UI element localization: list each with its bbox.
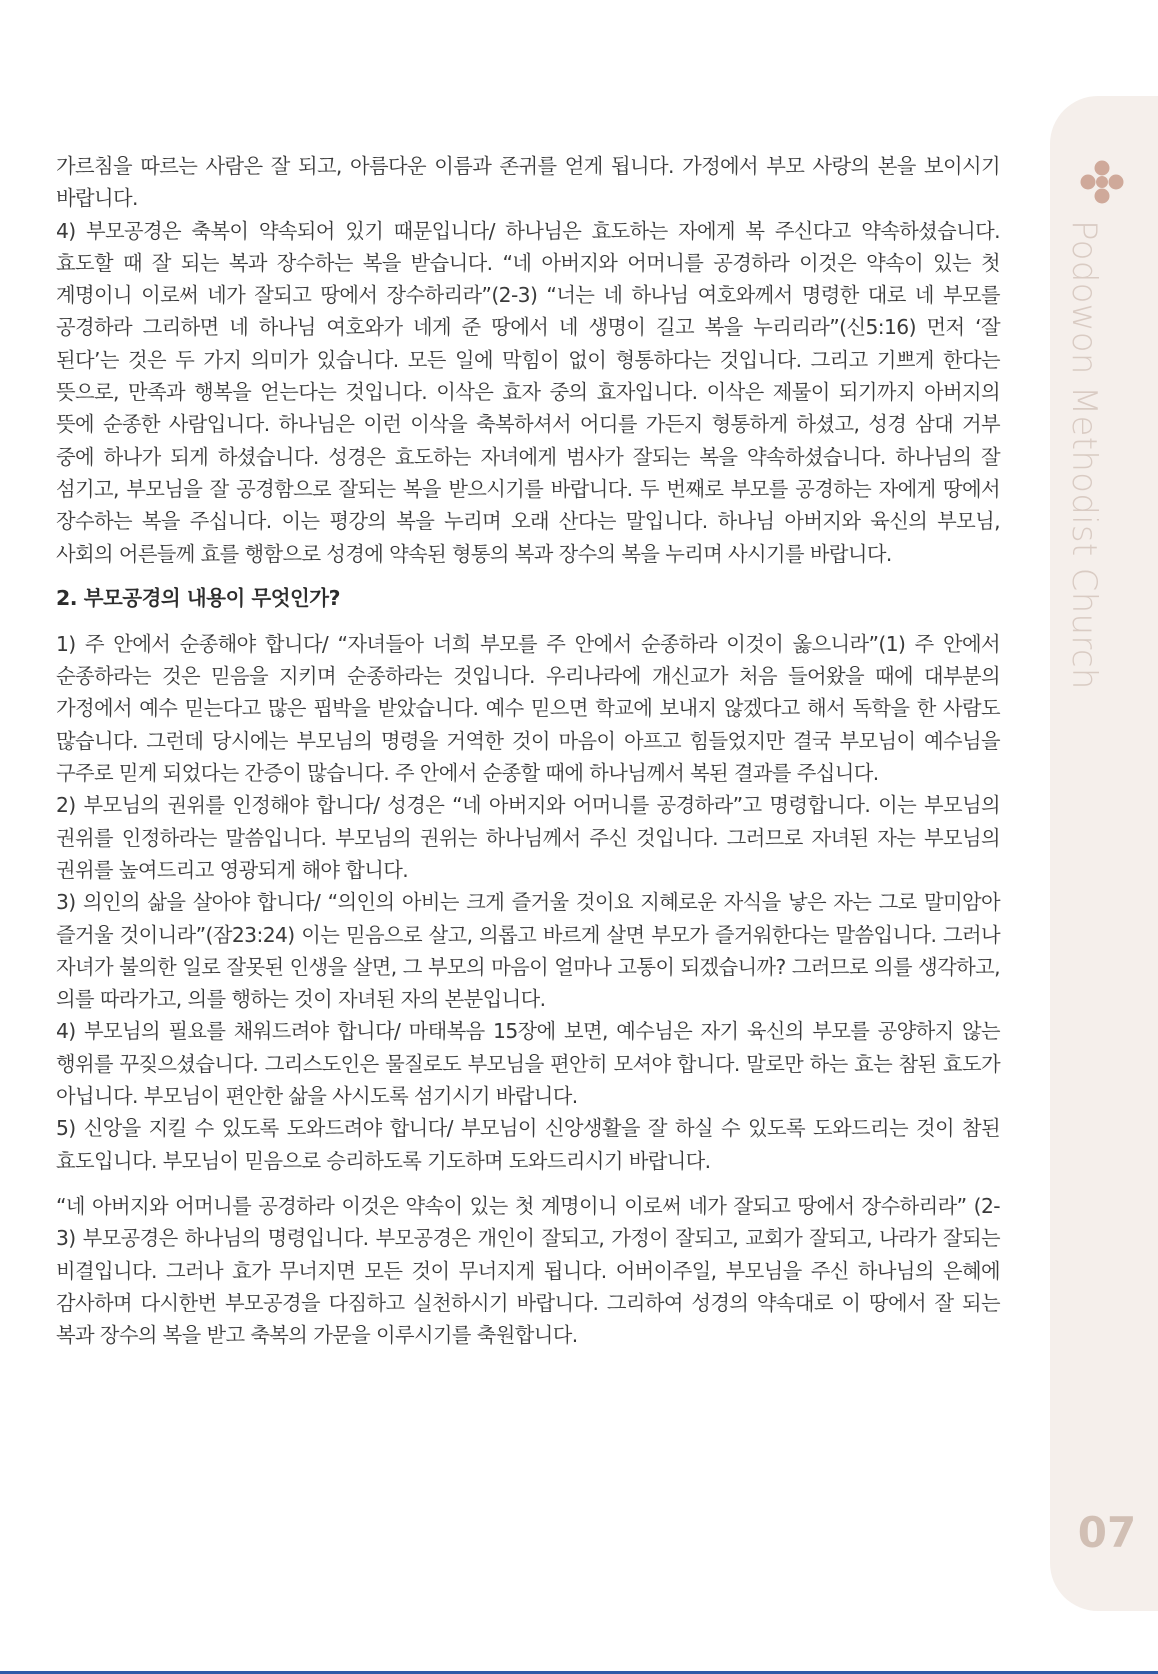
church-name: Podowon Methodist Church [1064,220,1104,690]
paragraph-content-5: 5) 신앙을 지킬 수 있도록 도와드려야 합니다/ 부모님이 신앙생활을 잘 하실 수 있도록 도와드리는 것이 참된 효도입니다. 부모님이 믿음으로 승리하도록 기도하며 도와드리시기 바랍니다. [56,1116,1000,1173]
article-body [56,150,1000,1351]
grape-cross-icon [1080,160,1124,204]
section-heading: 2. 부모공경의 내용이 무엇인가? [56,585,340,610]
paragraph-content-4: 4) 부모님의 필요를 채워드려야 합니다/ 마태복음 15장에 보면, 예수님은 자기 육신의 부모를 공양하지 않는 행위를 꾸짖으셨습니다. 그리스도인은 물질로도 부모님을 편안히 모셔야 합니다. 말로만 하는 효는 참된 효도가 아닙니다. 부모님이 편안한 삶을 사시도록 섬기시기 바랍니다. [56,1019,1000,1109]
paragraph-conclusion: “네 아버지와 어머니를 공경하라 이것은 약속이 있는 첫 계명이니 이로써 네가 잘되고 땅에서 장수하리라” (2-3) 부모공경은 하나님의 명령입니다. 부모공경은 개인이 잘되고, 가정이 잘되고, 교회가 잘되고, 나라가 잘되는 비결입니다. 그러나 효가 무너지면 모든 것이 무너지게 됩니다. 어버이주일, 부모님을 주신 하나님의 은혜에 감사하며 다시한번 부모공경을 다짐하고 실천하시기 바랍니다. 그리하여 성경의 약속대로 이 땅에서 잘 되는 복과 장수의 복을 받고 축복의 가문을 이루시기를 축원합니다. [56,1193,1000,1348]
page-number: 07 [1077,1508,1137,1557]
paragraph-content-3: 3) 의인의 삶을 살아야 합니다/ “의인의 아비는 크게 즐거울 것이요 지혜로운 자식을 낳은 자는 그로 말미암아 즐거울 것이니라”(잠23:24) 이는 믿음으로 살고, 의롭고 바르게 살면 부모가 즐거워한다는 말씀입니다. 그러나 자녀가 불의한 일로 잘못된 인생을 살면, 그 부모의 마음이 얼마나 고통이 되겠습니까? 그러므로 의를 생각하고, 의를 따라가고, 의를 행하는 것이 자녀된 자의 본분입니다. [56,890,1000,1012]
paragraph-point-4: 4) 부모공경은 축복이 약속되어 있기 때문입니다/ 하나님은 효도하는 자에게 복 주신다고 약속하셨습니다. 효도할 때 잘 되는 복과 장수하는 복을 받습니다. “네 아버지와 어머니를 공경하라 이것은 약속이 있는 첫 계명이니 이로써 네가 잘되고 땅에서 장수하리라”(2-3) “너는 네 하나님 여호와께서 명령한 대로 네 부모를 공경하라 그리하면 네 하나님 여호와가 네게 준 땅에서 네 생명이 길고 복을 누리리라”(신5:16) 먼저 ‘잘 된다’는 것은 두 가지 의미가 있습니다. 모든 일에 막힘이 없이 형통하다는 것입니다. 그리고 기쁘게 한다는 뜻으로, 만족과 행복을 얻는다는 것입니다. 이삭은 효자 중의 효자입니다. 이삭은 제물이 되기까지 아버지의 뜻에 순종한 사람입니다. 하나님은 이런 이삭을 축복하셔서 어디를 가든지 형통하게 하셨고, 성경 삼대 거부 중에 하나가 되게 하셨습니다. 성경은 효도하는 자녀에게 범사가 잘되는 복을 약속하셨습니다. 하나님의 잘 섬기고, 부모님을 잘 공경함으로 잘되는 복을 받으시기를 바랍니다. 두 번째로 부모를 공경하는 자에게 땅에서 장수하는 복을 주십니다. 이는 평강의 복을 누리며 오래 산다는 말입니다. 하나님 아버지와 육신의 부모님, 사회의 어른들께 효를 행함으로 성경에 약속된 형통의 복과 장수의 복을 누리며 사시기를 바랍니다. [56,218,1000,566]
paragraph-content-1: 1) 주 안에서 순종해야 합니다/ “자녀들아 너희 부모를 주 안에서 순종하라 이것이 옳으니라”(1) 주 안에서 순종하라는 것은 믿음을 지키며 순종하라는 것입니다. 우리나라에 개신교가 처음 들어왔을 때에 대부분의 가정에서 예수 믿는다고 많은 핍박을 받았습니다. 예수 믿으면 학교에 보내지 않겠다고 해서 독학을 한 사람도 많습니다. 그런데 당시에는 부모님의 명령을 거역한 것이 마음이 아프고 힘들었지만 결국 부모님이 예수님을 구주로 믿게 되었다는 간증이 많습니다. 주 안에서 순종할 때에 하나님께서 복된 결과를 주십니다. [56,631,1000,786]
paragraph-content-2: 2) 부모님의 권위를 인정해야 합니다/ 성경은 “네 아버지와 어머니를 공경하라”고 명령합니다. 이는 부모님의 권위를 인정하라는 말씀입니다. 부모님의 권위는 하나님께서 주신 것입니다. 그러므로 자녀된 자는 부모님의 권위를 높여드리고 영광되게 해야 합니다. [56,793,1000,882]
paragraph-intro: 가르침을 따르는 사람은 잘 되고, 아름다운 이름과 존귀를 얻게 됩니다. 가정에서 부모 사랑의 본을 보이시기 바랍니다. [56,154,1000,211]
